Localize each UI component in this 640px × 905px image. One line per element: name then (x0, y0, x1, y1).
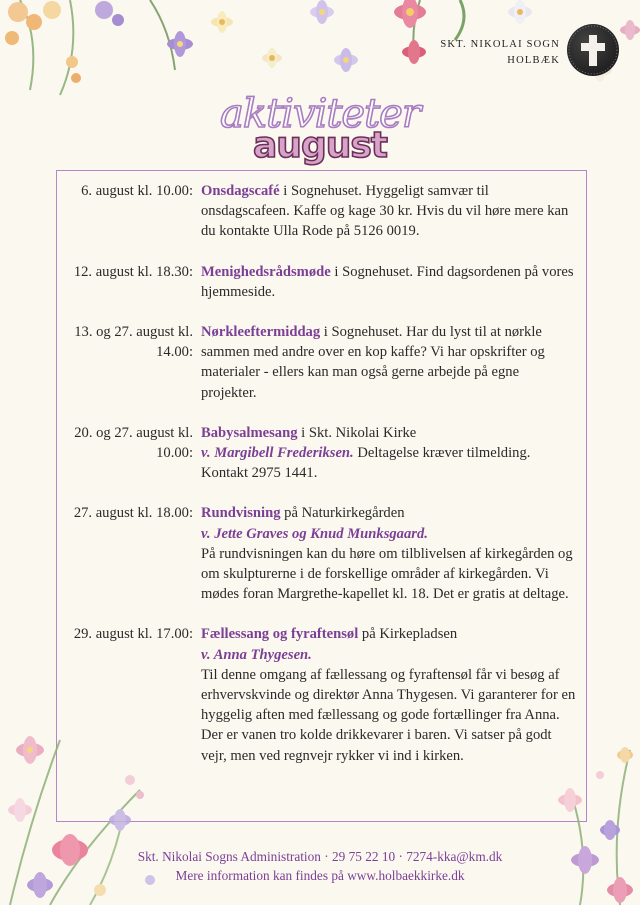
event-text-2: Til denne omgang af fællessang og fyraftensøl får vi besøg af erhvervskvinde og direktør Anna Thygesen. Vi garanterer for en hyggelig aften med fællessang og gode fortællinger fra Anna. Der er vanen tro kolde drikkevarer i baren. Vi satser på godt vejr, men ved regnvejr rykker vi ind i kirken. (201, 666, 576, 764)
logo-line2: HOLBÆK (507, 55, 560, 66)
event-item (56, 181, 576, 242)
footer-website: Mere information kan findes på www.holbaekkirke.dk (175, 867, 465, 883)
footer-contact: Skt. Nikolai Sogns Administration · 29 75 22 10 · 7274-kka@km.dk (137, 849, 503, 864)
event-text: i Sognehuset. Find dagsordenen på vores hjemmeside. (201, 263, 574, 300)
event-text: på Naturkirkegården (280, 505, 405, 522)
event-date: 20. og 27. august kl. 10.00: (74, 424, 193, 462)
event-body (201, 503, 576, 604)
event-name: Menighedsrådsmøde (201, 263, 331, 280)
event-item (56, 262, 576, 302)
event-name: Nørkleeftermiddag (201, 324, 321, 341)
event-body (201, 322, 576, 403)
parish-logo (567, 24, 619, 76)
event-body (201, 624, 576, 765)
event-name: Babysalmesang (201, 424, 298, 441)
cross-icon (567, 24, 619, 76)
event-item (56, 322, 576, 403)
event-text-2: På rundvisningen kan du høre om tilblivelsen af kirkegården og om skulpturerne i de forskellige områder af kirkegården. Vi mødes foran Margrethe-kapellet kl. 18. Det er gratis at deltage. (201, 545, 573, 603)
event-host: v. Anna Thygesen. (201, 646, 312, 663)
event-host: v. Jette Graves og Knud Munksgaard. (201, 525, 428, 542)
event-host: v. Margibell Frederiksen. (201, 445, 354, 462)
event-name: Rundvisning (201, 505, 281, 522)
event-date: 27. august kl. 18.00: (73, 505, 193, 522)
event-date: 12. august kl. 18.30: (73, 263, 193, 280)
event-date: 29. august kl. 17.00: (73, 626, 193, 643)
event-text: på Kirkepladsen (358, 626, 458, 643)
event-body (201, 262, 576, 302)
event-body (201, 181, 576, 242)
event-date: 6. august kl. 10.00: (81, 183, 193, 199)
event-name: Fællessang og fyraftensøl (201, 626, 359, 643)
page-title-month: august (253, 125, 387, 166)
event-text: i Sognehuset. Har du lyst til at nørkle sammen med andre over en kop kaffe? Vi har opskrifter og materialer - ellers kan man også gerne arbejde på egne projekter. (201, 324, 545, 401)
event-item (56, 503, 576, 604)
logo-line1: SKT. NIKOLAI SOGN (440, 39, 560, 50)
footer (0, 848, 640, 885)
event-text-2: Deltagelse kræver tilmelding. Kontakt 2975 1441. (201, 445, 531, 482)
event-name: Onsdagscafé (201, 183, 280, 199)
event-list (56, 181, 576, 786)
page-title-aktiviteter: aktiviteter (220, 91, 420, 137)
event-text: i Sognehuset. Hyggeligt samvær til onsdagscafeen. Kaffe og kage 30 kr. Hvis du vil høre mere kan du kontakte Ulla Rode på 5126 0019. (201, 183, 569, 240)
event-body (201, 423, 576, 484)
event-item (56, 423, 576, 484)
event-date: 13. og 27. august kl. 14.00: (74, 324, 193, 361)
event-text: i Skt. Nikolai Kirke (297, 424, 417, 441)
parish-logo-text (440, 37, 560, 69)
